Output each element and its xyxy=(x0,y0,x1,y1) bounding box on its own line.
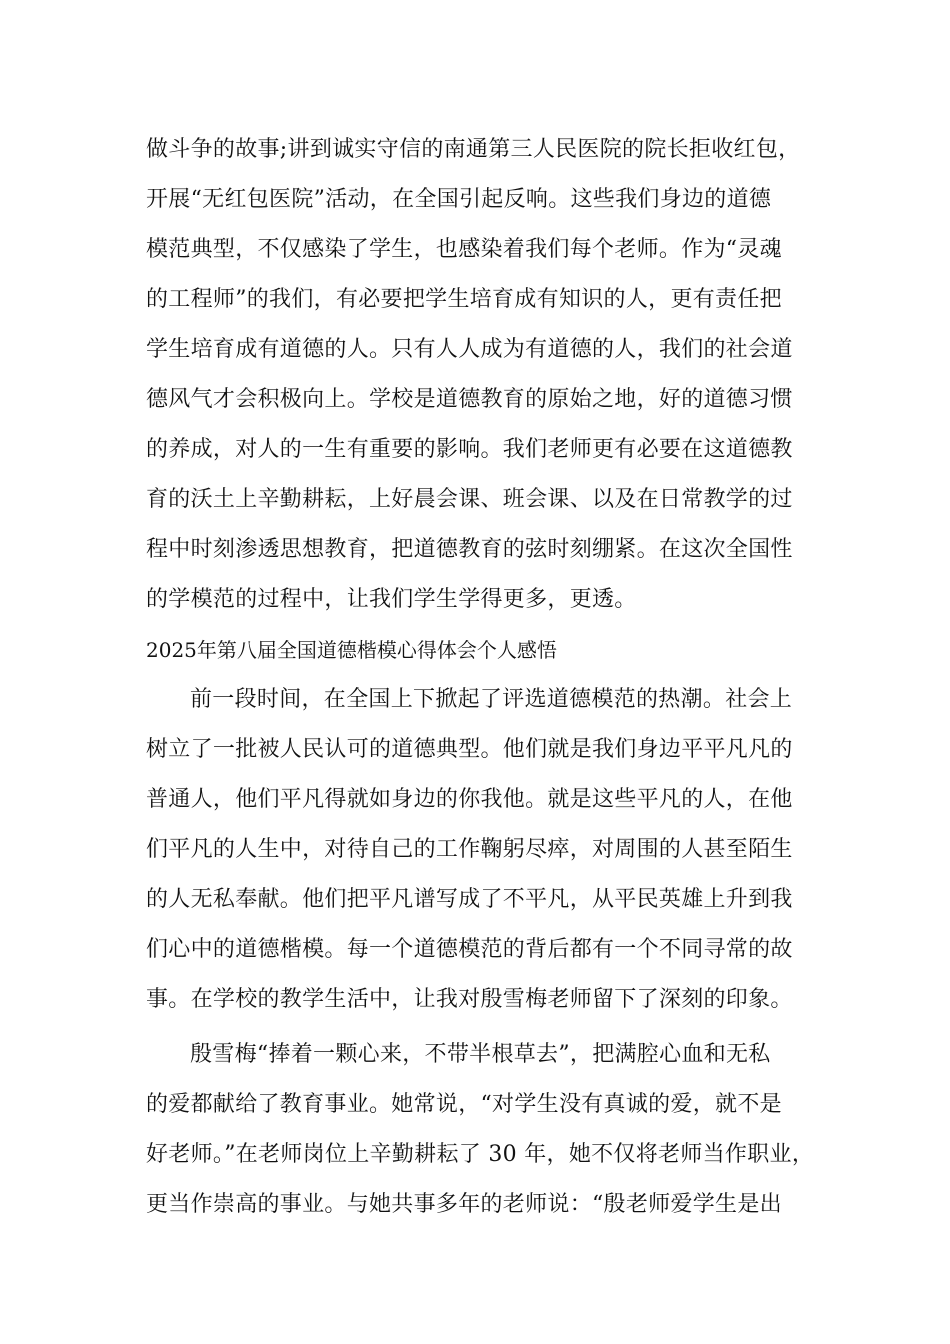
text-line: 育的沃土上辛勤耕耘，上好晨会课、班会课、以及在日常教学的过 xyxy=(146,487,793,512)
text-line: 好老师。”在老师岗位上辛勤耕耘了 30 年，她不仅将老师当作职业， xyxy=(146,1142,815,1167)
text-line: 树立了一批被人民认可的道德典型。他们就是我们身边平平凡凡的 xyxy=(146,737,793,762)
text-line: 学生培育成有道德的人。只有人人成为有道德的人，我们的社会道 xyxy=(146,337,793,362)
text-line: 的工程师”的我们，有必要把学生培育成有知识的人，更有责任把 xyxy=(146,287,782,312)
paragraph-two xyxy=(146,675,826,1025)
text-line: 的学模范的过程中，让我们学生学得更多，更透。 xyxy=(146,587,637,612)
text-line: 们心中的道德楷模。每一个道德模范的背后都有一个不同寻常的故 xyxy=(146,937,793,962)
text-line: 开展“无红包医院”活动，在全国引起反响。这些我们身边的道德 xyxy=(146,187,772,212)
text-line: 事。在学校的教学生活中，让我对殷雪梅老师留下了深刻的印象。 xyxy=(146,987,793,1012)
text-line: 模范典型，不仅感染了学生，也感染着我们每个老师。作为“灵魂 xyxy=(146,237,782,262)
paragraph-three xyxy=(146,1030,826,1230)
text-line: 普通人，他们平凡得就如身边的你我他。就是这些平凡的人，在他 xyxy=(146,787,793,812)
text-line: 程中时刻渗透思想教育，把道德教育的弦时刻绷紧。在这次全国性 xyxy=(146,537,793,562)
text-line: 前一段时间，在全国上下掀起了评选道德模范的热潮。社会上 xyxy=(190,687,793,712)
section-heading-container xyxy=(146,625,826,675)
paragraph-continuation xyxy=(146,125,826,625)
text-line: 的人无私奉献。他们把平凡谱写成了不平凡，从平民英雄上升到我 xyxy=(146,887,793,912)
text-line: 殷雪梅“捧着一颗心来，不带半根草去”，把满腔心血和无私 xyxy=(190,1042,771,1067)
text-line: 们平凡的人生中，对待自己的工作鞠躬尽瘁，对周围的人甚至陌生 xyxy=(146,837,793,862)
text-line: 的爱都献给了教育事业。她常说，“对学生没有真诚的爱，就不是 xyxy=(146,1092,782,1117)
text-line: 更当作崇高的事业。与她共事多年的老师说：“殷老师爱学生是出 xyxy=(146,1192,782,1217)
text-line: 德风气才会积极向上。学校是道德教育的原始之地，好的道德习惯 xyxy=(146,387,793,412)
section-heading: 2025年第八届全国道德楷模心得体会个人感悟 xyxy=(146,638,557,662)
text-line: 的养成，对人的一生有重要的影响。我们老师更有必要在这道德教 xyxy=(146,437,793,462)
text-line: 做斗争的故事;讲到诚实守信的南通第三人民医院的院长拒收红包， xyxy=(146,137,801,162)
